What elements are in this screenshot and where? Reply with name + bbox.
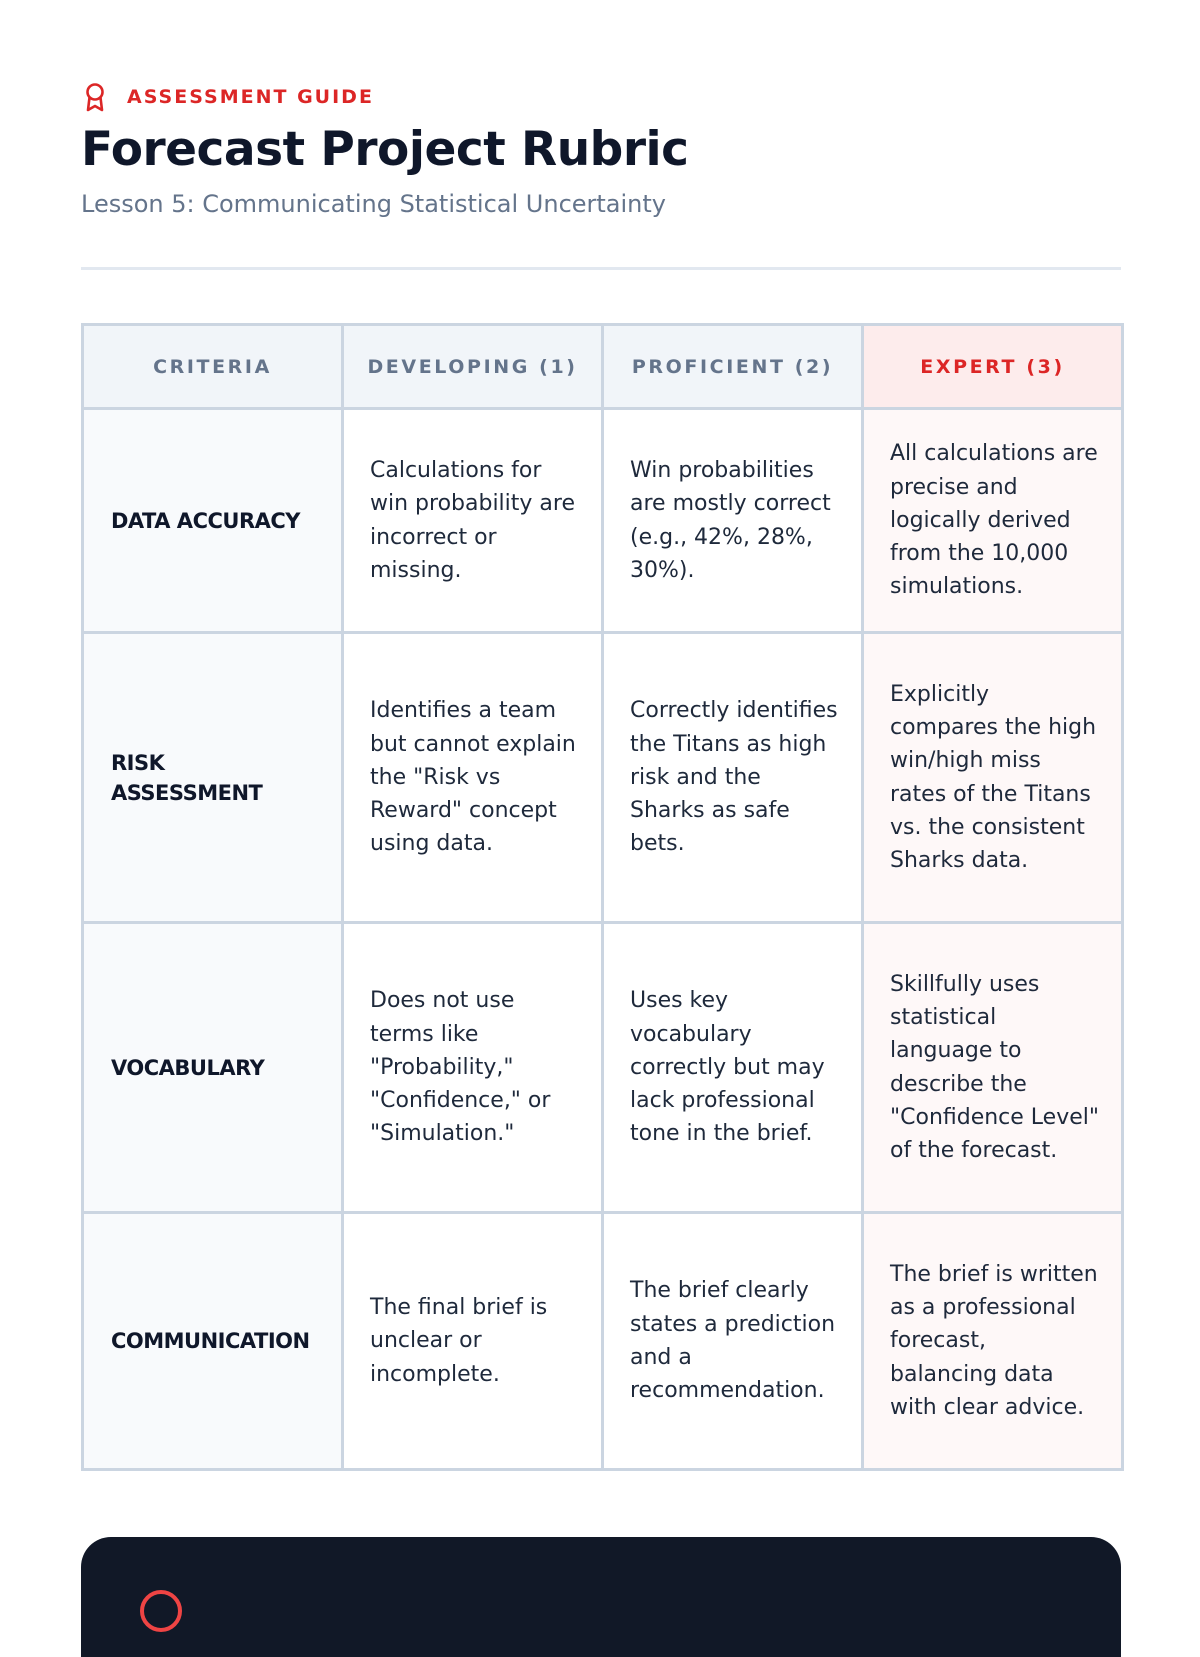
- rubric-row-vocabulary: [83, 923, 1123, 1213]
- circle-outline-icon: [137, 1587, 185, 1635]
- criteria-cell: VOCABULARY: [83, 923, 343, 1213]
- footer-card: [81, 1537, 1121, 1657]
- eyebrow: [81, 82, 374, 112]
- proficient-cell: Uses key vocabulary correctly but may lack professional tone in the brief.: [603, 923, 863, 1213]
- eyebrow-label: ASSESSMENT GUIDE: [127, 86, 374, 108]
- rubric-header-row: [83, 325, 1123, 409]
- rubric-row-risk-assessment: [83, 633, 1123, 923]
- criteria-cell: RISK ASSESSMENT: [83, 633, 343, 923]
- expert-cell: Skillfully uses statistical language to describe the "Confidence Level" of the forecast.: [863, 923, 1123, 1213]
- rubric-row-data-accuracy: [83, 409, 1123, 633]
- column-header-proficient: PROFICIENT (2): [603, 325, 863, 409]
- expert-cell: All calculations are precise and logically derived from the 10,000 simulations.: [863, 409, 1123, 633]
- column-header-expert: EXPERT (3): [863, 325, 1123, 409]
- column-header-criteria: CRITERIA: [83, 325, 343, 409]
- column-header-developing: DEVELOPING (1): [343, 325, 603, 409]
- developing-cell: Identifies a team but cannot explain the "Risk vs Reward" concept using data.: [343, 633, 603, 923]
- developing-cell: The final brief is unclear or incomplete.: [343, 1213, 603, 1470]
- criteria-cell: COMMUNICATION: [83, 1213, 343, 1470]
- rubric-table: [81, 323, 1124, 1471]
- award-ribbon-icon: [81, 82, 109, 112]
- proficient-cell: The brief clearly states a prediction and a recommendation.: [603, 1213, 863, 1470]
- developing-cell: Calculations for win probability are incorrect or missing.: [343, 409, 603, 633]
- developing-cell: Does not use terms like "Probability," "Confidence," or "Simulation.": [343, 923, 603, 1213]
- rubric-row-communication: [83, 1213, 1123, 1470]
- expert-cell: Explicitly compares the high win/high miss rates of the Titans vs. the consistent Sharks data.: [863, 633, 1123, 923]
- proficient-cell: Correctly identifies the Titans as high risk and the Sharks as safe bets.: [603, 633, 863, 923]
- page-title: Forecast Project Rubric: [81, 122, 689, 177]
- proficient-cell: Win probabilities are mostly correct (e.g., 42%, 28%, 30%).: [603, 409, 863, 633]
- header-divider: [81, 267, 1121, 270]
- criteria-cell: DATA ACCURACY: [83, 409, 343, 633]
- page-subtitle: Lesson 5: Communicating Statistical Uncertainty: [81, 190, 666, 218]
- expert-cell: The brief is written as a professional forecast, balancing data with clear advice.: [863, 1213, 1123, 1470]
